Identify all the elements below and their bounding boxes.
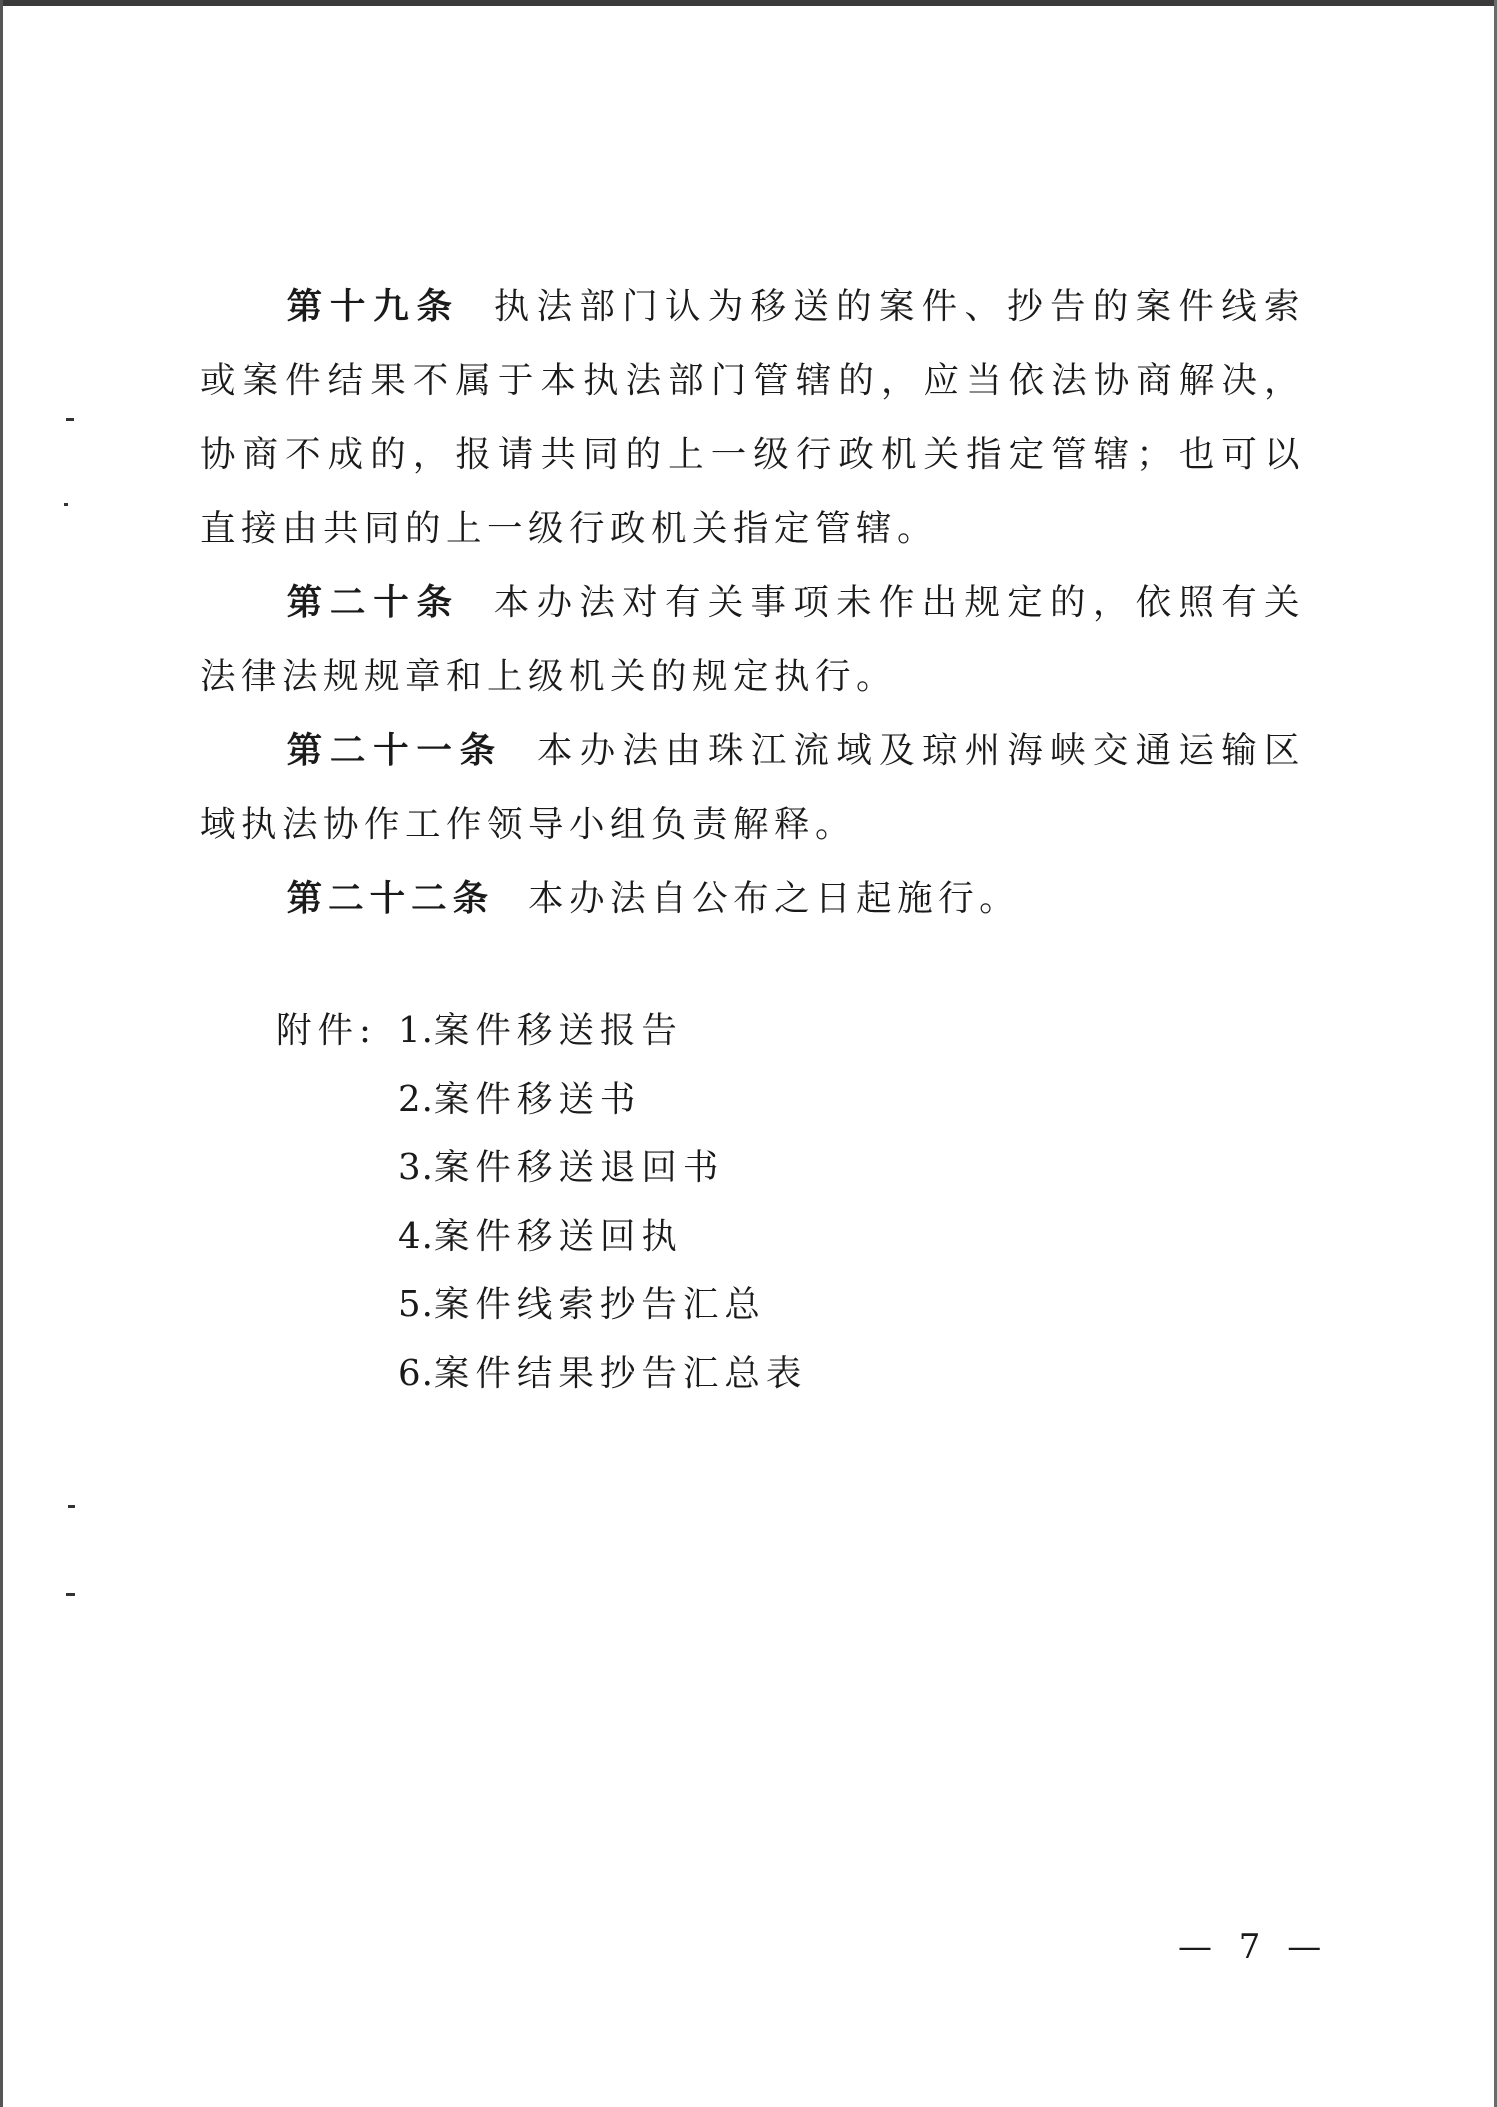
attachment-item: [398, 1271, 766, 1340]
attachment-number: 1.: [398, 1010, 434, 1051]
article-20: [200, 566, 1305, 714]
article-number: 第二十条: [286, 582, 460, 623]
article-text: 本办法对有关事项未作出规定的，依照有关法律法规规章和上级机关的规定执行。: [200, 582, 1305, 697]
attachment-item: [398, 997, 683, 1066]
attachment-number: 2.: [398, 1078, 434, 1120]
article-text: 本办法自公布之日起施行。: [528, 878, 1021, 919]
attachment-title: 案件线索抄告汇总: [433, 1284, 766, 1325]
attachment-title: 案件移送退回书: [433, 1147, 725, 1188]
attachment-number: 3.: [398, 1147, 434, 1188]
attachment-item: [398, 1134, 724, 1203]
attachment-item: [398, 1340, 807, 1409]
attachment-title: 案件结果抄告汇总表: [433, 1352, 808, 1394]
attachment-item: [398, 1203, 683, 1272]
attachment-title: 案件移送回执: [433, 1215, 683, 1257]
attachment-number: 4.: [398, 1215, 434, 1257]
attachment-number: 5.: [398, 1284, 434, 1325]
article-21: [200, 714, 1305, 862]
margin-mark: [66, 418, 74, 421]
attachments-label: 附件:: [276, 1010, 377, 1051]
attachment-item: [398, 1066, 641, 1135]
article-number: 第十九条: [286, 286, 460, 327]
page-body: [200, 270, 1305, 936]
page-number: — 7 —: [1178, 1927, 1330, 1967]
article-22: [200, 862, 1305, 936]
article-number: 第二十二条: [286, 878, 495, 919]
article-text: 执法部门认为移送的案件、抄告的案件线索或案件结果不属于本执法部门管辖的，应当依法协商解决，协商不成的，报请共同的上一级行政机关指定管辖；也可以直接由共同的上一级行政机关指定管辖。: [200, 286, 1305, 549]
margin-mark: [64, 503, 68, 506]
attachment-number: 6.: [398, 1352, 434, 1394]
attachment-title: 案件移送书: [433, 1078, 642, 1120]
article-19: [200, 270, 1305, 566]
margin-mark: [66, 1593, 75, 1596]
attachment-title: 案件移送报告: [433, 1010, 683, 1051]
margin-mark: [68, 1505, 75, 1508]
scan-edge-top: [0, 0, 1497, 6]
article-text: 本办法由珠江流域及琼州海峡交通运输区域执法协作工作领导小组负责解释。: [200, 730, 1305, 845]
scan-edge-left: [0, 0, 3, 2107]
article-number: 第二十一条: [286, 730, 503, 771]
